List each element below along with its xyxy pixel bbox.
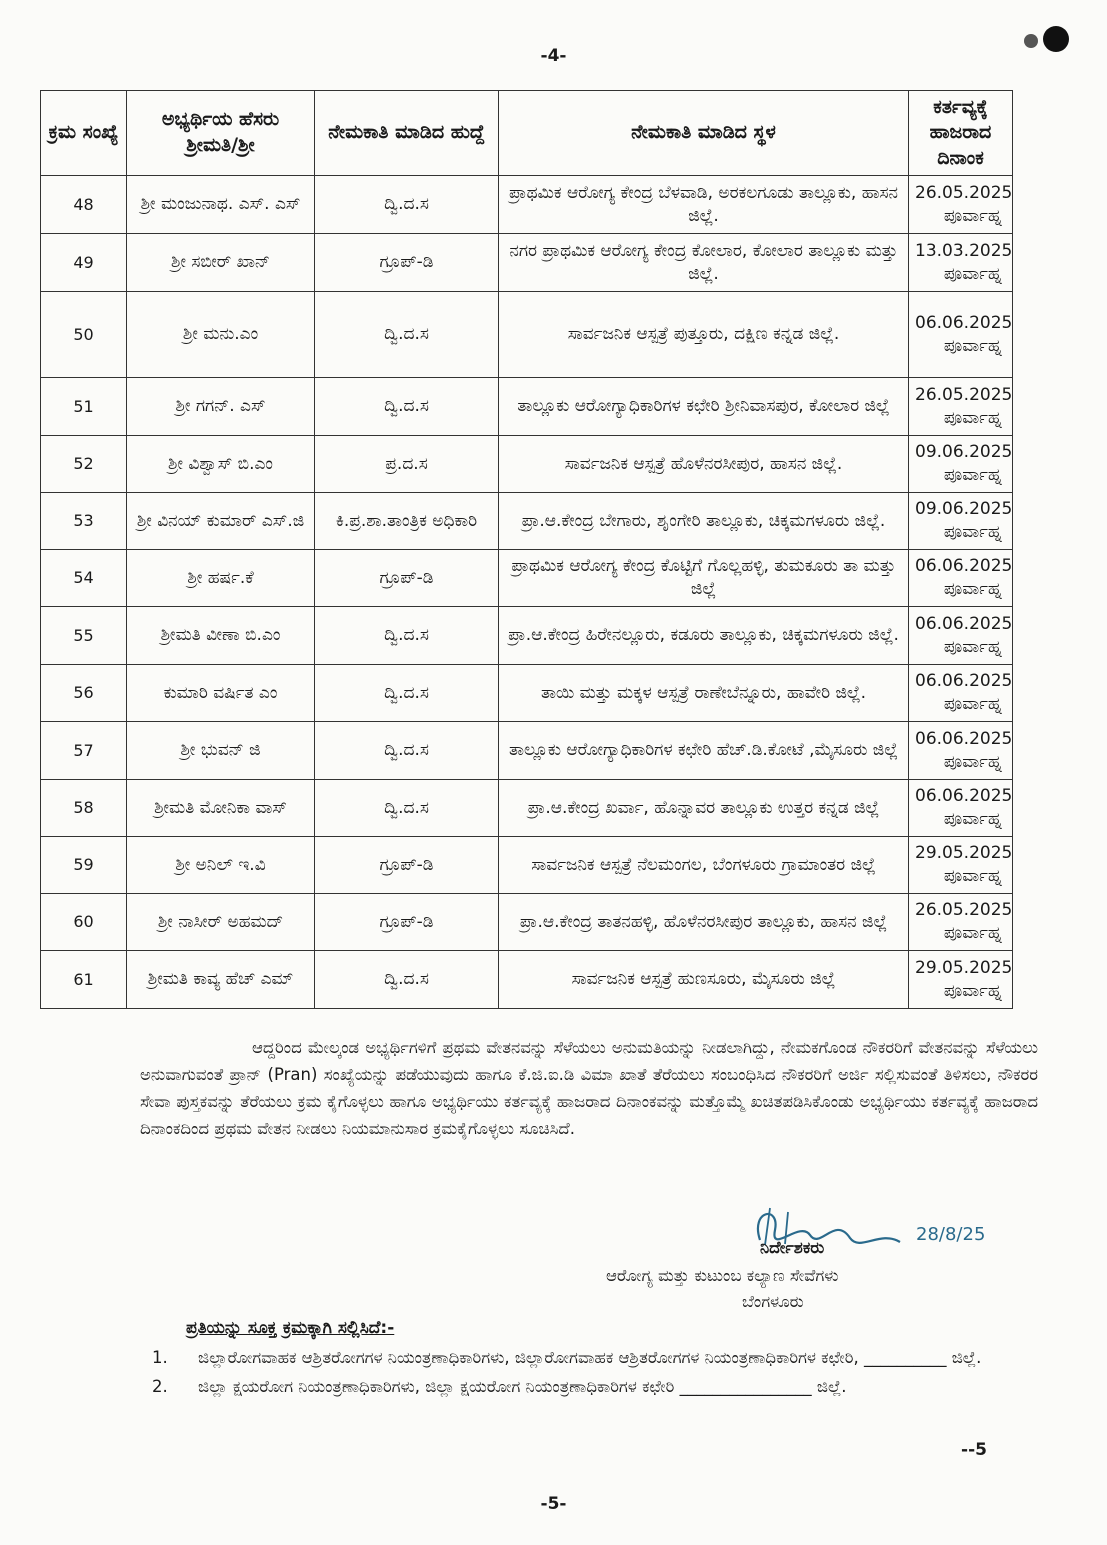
- cell-date: [909, 493, 1013, 550]
- date-value: 06.06.2025: [915, 786, 1013, 807]
- cell-serial: 58: [41, 780, 127, 837]
- cell-date: [909, 176, 1013, 234]
- cell-place: ಪ್ರಾಥಮಿಕ ಆರೋಗ್ಯ ಕೇಂದ್ರ ಬೆಳವಾಡಿ, ಅರಕಲಗೂಡು ತಾಲ್ಲೂಕು, ಹಾಸನ ಜಿಲ್ಲೆ.: [499, 176, 909, 234]
- cell-serial: 48: [41, 176, 127, 234]
- cell-serial: 60: [41, 894, 127, 951]
- cell-name: ಶ್ರೀ ಹರ್ಷ.ಕೆ: [127, 550, 315, 607]
- session-value: ಪೂರ್ವಾಹ್ನ: [943, 866, 1002, 886]
- cell-name: ಶ್ರೀಮತಿ ಮೋನಿಕಾ ವಾಸ್: [127, 780, 315, 837]
- cell-post: ದ್ವಿ.ದ.ಸ: [315, 607, 499, 665]
- cell-date: [909, 894, 1013, 951]
- table-row: [41, 493, 1013, 550]
- cell-place: ಪ್ರಾಥಮಿಕ ಆರೋಗ್ಯ ಕೇಂದ್ರ ಕೊಟ್ಟಿಗೆ ಗೊಲ್ಲಹಳ್ಳಿ, ತುಮಕೂರು ತಾ ಮತ್ತು ಜಿಲ್ಲೆ: [499, 550, 909, 607]
- page-number-top: -4-: [540, 46, 567, 66]
- cell-place: ತಾಯಿ ಮತ್ತು ಮಕ್ಕಳ ಆಸ್ಪತ್ರೆ ರಾಣೇಬೆನ್ನೂರು, ಹಾವೇರಿ ಜಿಲ್ಲೆ.: [499, 665, 909, 722]
- header-place: ನೇಮಕಾತಿ ಮಾಡಿದ ಸ್ಥಳ: [499, 91, 909, 176]
- cell-date: [909, 550, 1013, 607]
- cell-serial: 54: [41, 550, 127, 607]
- cell-date: [909, 780, 1013, 837]
- date-value: 06.06.2025: [915, 312, 1013, 333]
- instruction-paragraph: ಆದ್ದರಿಂದ ಮೇಲ್ಕಂಡ ಅಭ್ಯರ್ಥಿಗಳಿಗೆ ಪ್ರಥಮ ವೇತನವನ್ನು ಸೆಳೆಯಲು ಅನುಮತಿಯನ್ನು ನೀಡಲಾಗಿದ್ದು, ನೇಮಕಗೊಂಡ ನೌಕರರಿಗೆ ವೇತನವನ್ನು ಸೆಳೆಯಲು ಅನುವಾಗುವಂತೆ ಪ್ರಾನ್ (Pran) ಸಂಖ್ಯೆಯನ್ನು ಪಡೆಯುವುದು ಹಾಗೂ ಕೆ.ಜಿ.ಐ.ಡಿ ವಿಮಾ ಖಾತೆ ತೆರೆಯಲು ಸಂಬಂಧಿಸಿದ ನೌಕರರಿಗೆ ಅರ್ಜಿ ಸಲ್ಲಿಸುವಂತೆ ತಿಳಿಸಲು, ನೌಕರರ ಸೇವಾ ಪುಸ್ತಕವನ್ನು ತೆರೆಯಲು ಕ್ರಮ ಕೈಗೊಳ್ಳಲು ಹಾಗೂ ಅಭ್ಯರ್ಥಿಯು ಕರ್ತವ್ಯಕ್ಕೆ ಹಾಜರಾದ ದಿನಾಂಕವನ್ನು ಮತ್ತೊಮ್ಮೆ ಖಚಿತಪಡಿಸಿಕೊಂಡು ಅಭ್ಯರ್ಥಿಯು ಕರ್ತವ್ಯಕ್ಕೆ ಹಾಜರಾದ ದಿನಾಂಕದಿಂದ ಪ್ರಥಮ ವೇತನ ನೀಡಲು ನಿಯಮಾನುಸಾರ ಕ್ರಮಕೈಗೊಳ್ಳಲು ಸೂಚಿಸಿದೆ.: [140, 1038, 1038, 1138]
- signatory-department: ಆರೋಗ್ಯ ಮತ್ತು ಕುಟುಂಬ ಕಲ್ಯಾಣ ಸೇವೆಗಳು: [606, 1266, 839, 1285]
- cell-serial: 56: [41, 665, 127, 722]
- cell-post: ದ್ವಿ.ದ.ಸ: [315, 722, 499, 780]
- cell-post: ಗ್ರೂಪ್-ಡಿ: [315, 550, 499, 607]
- session-value: ಪೂರ್ವಾಹ್ನ: [943, 636, 1002, 657]
- list-item-text: ಜಿಲ್ಲಾರೋಗವಾಹಕ ಆಶ್ರಿತರೋಗಗಳ ನಿಯಂತ್ರಣಾಧಿಕಾರಿಗಳು, ಜಿಲ್ಲಾರೋಗವಾಹಕ ಆಶ್ರಿತರೋಗಗಳ ನಿಯಂತ್ರಣಾಧಿಕಾರಿಗಳ ಕಛೇರಿ, __________ ಜಿಲ್ಲೆ.: [198, 1348, 982, 1367]
- cell-name: ಶ್ರೀ ಸಬೀರ್ ಖಾನ್: [127, 234, 315, 292]
- cell-date: [909, 665, 1013, 722]
- cell-serial: 61: [41, 951, 127, 1009]
- cell-date: [909, 722, 1013, 780]
- table-row: [41, 176, 1013, 234]
- session-value: ಪೂರ್ವಾಹ್ನ: [943, 751, 1002, 772]
- cell-date: [909, 607, 1013, 665]
- date-value: 26.05.2025: [915, 900, 1013, 921]
- cell-name: ಶ್ರೀ ವಿನಯ್ ಕುಮಾರ್ ಎಸ್.ಜಿ: [127, 493, 315, 550]
- cell-post: ಗ್ರೂಪ್-ಡಿ: [315, 894, 499, 951]
- table-row: [41, 780, 1013, 837]
- header-date: ಕರ್ತವ್ಯಕ್ಕೆ ಹಾಜರಾದ ದಿನಾಂಕ: [909, 91, 1013, 176]
- signatory-city: ಬೆಂಗಳೂರು: [742, 1292, 804, 1311]
- date-value: 29.05.2025: [915, 957, 1013, 978]
- session-value: ಪೂರ್ವಾಹ್ನ: [943, 263, 1002, 284]
- cell-date: [909, 292, 1013, 378]
- list-item-text: ಜಿಲ್ಲಾ ಕ್ಷಯರೋಗ ನಿಯಂತ್ರಣಾಧಿಕಾರಿಗಳು, ಜಿಲ್ಲಾ ಕ್ಷಯರೋಗ ನಿಯಂತ್ರಣಾಧಿಕಾರಿಗಳ ಕಛೇರಿ ________________ ಜಿಲ್ಲೆ.: [198, 1377, 847, 1396]
- table-row: [41, 378, 1013, 436]
- list-item-number: 1.: [152, 1348, 168, 1367]
- cell-name: ಶ್ರೀಮತಿ ವೀಣಾ ಬಿ.ಎಂ: [127, 607, 315, 665]
- session-value: ಪೂರ್ವಾಹ್ನ: [943, 923, 1002, 943]
- cell-serial: 52: [41, 436, 127, 493]
- cell-date: [909, 436, 1013, 493]
- table-header-row: [41, 91, 1013, 176]
- cell-date: [909, 378, 1013, 436]
- header-post: ನೇಮಕಾತಿ ಮಾಡಿದ ಹುದ್ದೆ: [315, 91, 499, 176]
- cell-serial: 53: [41, 493, 127, 550]
- cell-place: ಸಾರ್ವಜನಿಕ ಆಸ್ಪತ್ರೆ ಹುಣಸೂರು, ಮೈಸೂರು ಜಿಲ್ಲೆ: [499, 951, 909, 1009]
- list-item: [140, 1373, 990, 1400]
- date-value: 26.05.2025: [915, 384, 1013, 405]
- cell-serial: 50: [41, 292, 127, 378]
- cell-serial: 55: [41, 607, 127, 665]
- session-value: ಪೂರ್ವಾಹ್ನ: [943, 205, 1002, 226]
- header-serial: ಕ್ರಮ ಸಂಖ್ಯೆ: [41, 91, 127, 176]
- table-row: [41, 607, 1013, 665]
- cell-place: ತಾಲ್ಲೂಕು ಆರೋಗ್ಯಾಧಿಕಾರಿಗಳ ಕಛೇರಿ ಶ್ರೀನಿವಾಸಪುರ, ಕೋಲಾರ ಜಿಲ್ಲೆ: [499, 378, 909, 436]
- date-value: 06.06.2025: [915, 671, 1013, 692]
- table-row: [41, 951, 1013, 1009]
- table-row: [41, 722, 1013, 780]
- table-row: [41, 550, 1013, 607]
- cell-serial: 59: [41, 837, 127, 894]
- session-value: ಪೂರ್ವಾಹ್ನ: [943, 465, 1002, 485]
- cell-place: ಸಾರ್ವಜನಿಕ ಆಸ್ಪತ್ರೆ ಪುತ್ತೂರು, ದಕ್ಷಿಣ ಕನ್ನಡ ಜಿಲ್ಲೆ.: [499, 292, 909, 378]
- cell-name: ಶ್ರೀ ನಾಸೀರ್ ಅಹಮದ್: [127, 894, 315, 951]
- cell-post: ದ್ವಿ.ದ.ಸ: [315, 378, 499, 436]
- cell-place: ಸಾರ್ವಜನಿಕ ಆಸ್ಪತ್ರೆ ಹೊಳೆನರಸೀಪುರ, ಹಾಸನ ಜಿಲ್ಲೆ.: [499, 436, 909, 493]
- date-value: 06.06.2025: [915, 728, 1013, 749]
- session-value: ಪೂರ್ವಾಹ್ನ: [943, 694, 1002, 714]
- cell-place: ಪ್ರಾ.ಆ.ಕೇಂದ್ರ ತಾತನಹಳ್ಳಿ, ಹೊಳೆನರಸೀಪುರ ತಾಲ್ಲೂಕು, ಹಾಸನ ಜಿಲ್ಲೆ: [499, 894, 909, 951]
- table-row: [41, 665, 1013, 722]
- date-value: 13.03.2025: [915, 240, 1013, 261]
- page-number-bottom: -5-: [540, 1494, 567, 1514]
- table-row: [41, 436, 1013, 493]
- cell-post: ದ್ವಿ.ದ.ಸ: [315, 292, 499, 378]
- cell-place: ತಾಲ್ಲೂಕು ಆರೋಗ್ಯಾಧಿಕಾರಿಗಳ ಕಛೇರಿ ಹೆಚ್.ಡಿ.ಕೋಟೆ ,ಮೈಸೂರು ಜಿಲ್ಲೆ: [499, 722, 909, 780]
- date-value: 29.05.2025: [915, 843, 1013, 864]
- cell-date: [909, 951, 1013, 1009]
- session-value: ಪೂರ್ವಾಹ್ನ: [943, 407, 1002, 428]
- table-row: [41, 234, 1013, 292]
- session-value: ಪೂರ್ವಾಹ್ನ: [943, 579, 1002, 599]
- list-item-number: 2.: [152, 1377, 168, 1396]
- cell-post: ದ್ವಿ.ದ.ಸ: [315, 176, 499, 234]
- cell-name: ಶ್ರೀ ಗಗನ್. ಎಸ್: [127, 378, 315, 436]
- date-value: 09.06.2025: [915, 499, 1013, 520]
- cell-place: ಪ್ರಾ.ಆ.ಕೇಂದ್ರ ಹಿರೇನಲ್ಲೂರು, ಕಡೂರು ತಾಲ್ಲೂಕು, ಚಿಕ್ಕಮಗಳೂರು ಜಿಲ್ಲೆ.: [499, 607, 909, 665]
- cell-post: ಪ್ರ.ದ.ಸ: [315, 436, 499, 493]
- date-value: 09.06.2025: [915, 442, 1013, 463]
- date-value: 06.06.2025: [915, 613, 1013, 634]
- cell-date: [909, 837, 1013, 894]
- list-item: [140, 1344, 990, 1371]
- copy-to-heading: ಪ್ರತಿಯನ್ನು ಸೂಕ್ತ ಕ್ರಮಕ್ಕಾಗಿ ಸಲ್ಲಿಸಿದೆ:-: [186, 1318, 395, 1338]
- header-name: ಅಭ್ಯರ್ಥಿಯ ಹೆಸರು ಶ್ರೀಮತಿ/ಶ್ರೀ: [127, 91, 315, 176]
- cell-serial: 57: [41, 722, 127, 780]
- cell-name: ಕುಮಾರಿ ವರ್ಷಿತ ಎಂ: [127, 665, 315, 722]
- cell-name: ಶ್ರೀ ಅನಿಲ್ ಇ.ವಿ: [127, 837, 315, 894]
- cell-name: ಶ್ರೀಮತಿ ಕಾವ್ಯ ಹೆಚ್ ಎಮ್: [127, 951, 315, 1009]
- continued-marker: --5: [961, 1440, 987, 1460]
- copy-to-list: [140, 1344, 990, 1402]
- cell-post: ದ್ವಿ.ದ.ಸ: [315, 665, 499, 722]
- cell-date: [909, 234, 1013, 292]
- table-row: [41, 292, 1013, 378]
- cell-post: ಗ್ರೂಪ್-ಡಿ: [315, 234, 499, 292]
- session-value: ಪೂರ್ವಾಹ್ನ: [943, 980, 1002, 1001]
- table-row: [41, 894, 1013, 951]
- session-value: ಪೂರ್ವಾಹ್ನ: [943, 522, 1002, 542]
- cell-name: ಶ್ರೀ ಭುವನ್ ಜಿ: [127, 722, 315, 780]
- date-value: 06.06.2025: [915, 556, 1013, 577]
- cell-place: ನಗರ ಪ್ರಾಥಮಿಕ ಆರೋಗ್ಯ ಕೇಂದ್ರ ಕೋಲಾರ, ಕೋಲಾರ ತಾಲ್ಲೂಕು ಮತ್ತು ಜಿಲ್ಲೆ.: [499, 234, 909, 292]
- table-row: [41, 837, 1013, 894]
- cell-serial: 49: [41, 234, 127, 292]
- cell-post: ಗ್ರೂಪ್-ಡಿ: [315, 837, 499, 894]
- cell-place: ಪ್ರಾ.ಆ.ಕೇಂದ್ರ ಬೇಗಾರು, ಶೃಂಗೇರಿ ತಾಲ್ಲೂಕು, ಚಿಕ್ಕಮಗಳೂರು ಜಿಲ್ಲೆ.: [499, 493, 909, 550]
- cell-place: ಪ್ರಾ.ಆ.ಕೇಂದ್ರ ಖರ್ವಾ, ಹೊನ್ನಾವರ ತಾಲ್ಲೂಕು ಉತ್ತರ ಕನ್ನಡ ಜಿಲ್ಲೆ: [499, 780, 909, 837]
- cell-post: ಕಿ.ಪ್ರ.ಶಾ.ತಾಂತ್ರಿಕ ಅಧಿಕಾರಿ: [315, 493, 499, 550]
- appointment-table: [40, 90, 1013, 1009]
- cell-post: ದ್ವಿ.ದ.ಸ: [315, 780, 499, 837]
- cell-name: ಶ್ರೀ ಮಂಜುನಾಥ. ಎಸ್. ಎಸ್: [127, 176, 315, 234]
- session-value: ಪೂರ್ವಾಹ್ನ: [943, 335, 1002, 356]
- cell-serial: 51: [41, 378, 127, 436]
- cell-name: ಶ್ರೀ ಮನು.ಎಂ: [127, 292, 315, 378]
- signature-date: 28/8/25: [916, 1224, 986, 1245]
- session-value: ಪೂರ್ವಾಹ್ನ: [943, 809, 1002, 829]
- date-value: 26.05.2025: [915, 182, 1013, 203]
- cell-name: ಶ್ರೀ ವಿಶ್ವಾಸ್ ಬಿ.ಎಂ: [127, 436, 315, 493]
- cell-place: ಸಾರ್ವಜನಿಕ ಆಸ್ಪತ್ರೆ ನೆಲಮಂಗಲ, ಬೆಂಗಳೂರು ಗ್ರಾಮಾಂತರ ಜಿಲ್ಲೆ: [499, 837, 909, 894]
- signatory-title: ನಿರ್ದೇಶಕರು: [760, 1238, 825, 1257]
- cell-post: ದ್ವಿ.ದ.ಸ: [315, 951, 499, 1009]
